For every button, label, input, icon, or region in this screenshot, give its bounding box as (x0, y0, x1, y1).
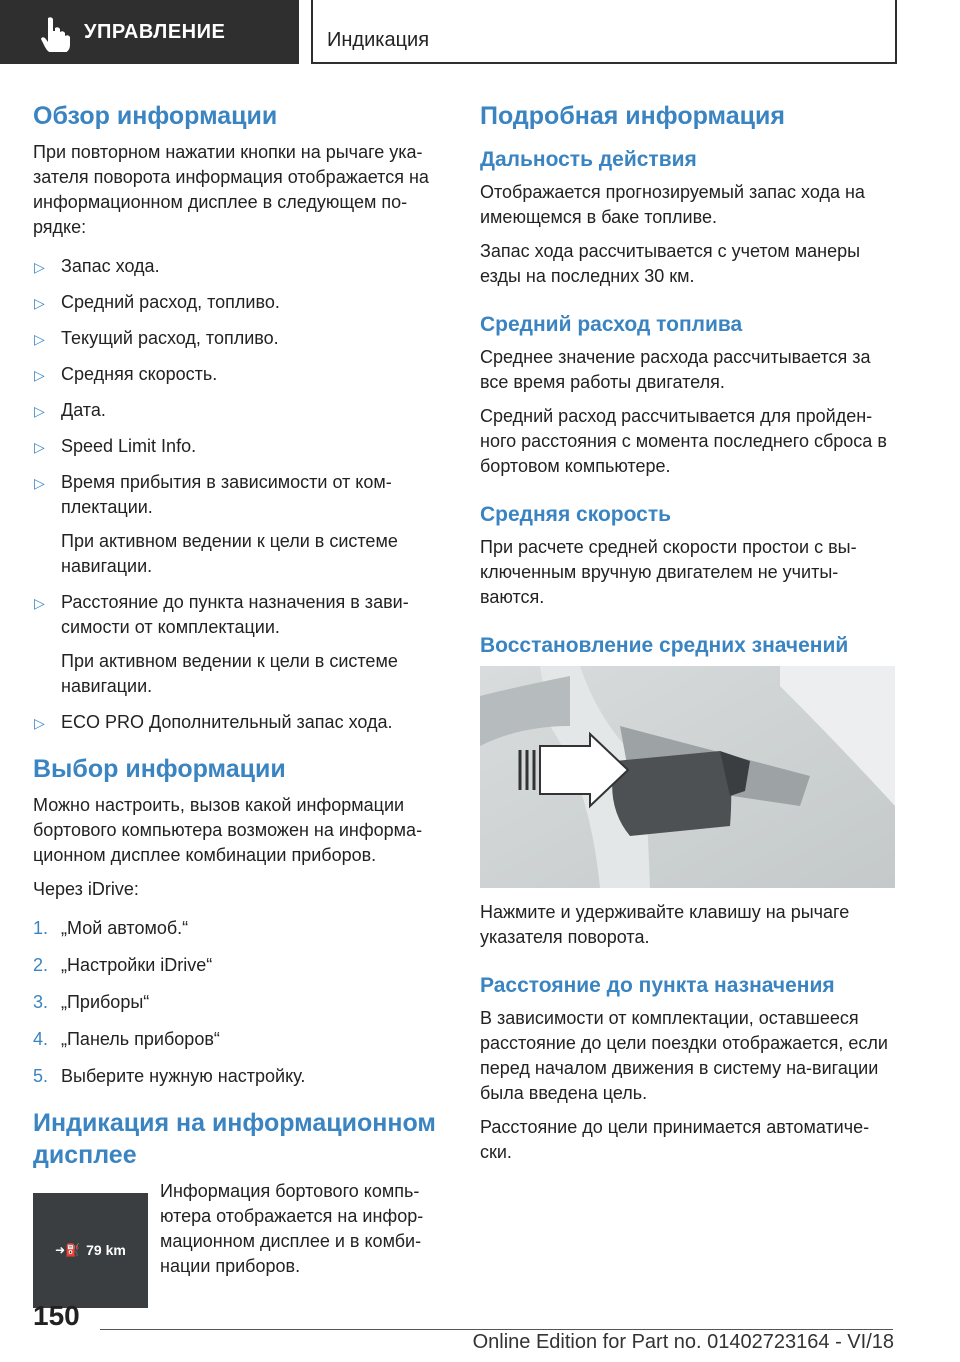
triangle-bullet-icon: ▷ (34, 439, 45, 455)
step-item (33, 916, 448, 941)
list-item-text: Средняя скорость. (61, 364, 218, 384)
list-item-text: Время прибытия в зависимости от ком‐плектации. (61, 472, 392, 517)
reset-p1: Нажмите и удерживайте клавишу на рычаге указателя поворота. (480, 902, 850, 947)
info-display-image (33, 1193, 148, 1308)
left-column (33, 100, 448, 1308)
section-tab (0, 0, 299, 64)
chapter-tab (311, 0, 897, 64)
chapter-title: Индикация (327, 29, 430, 51)
list-item (33, 710, 448, 735)
select-text: Можно настроить, вызов какой информации бортового компьютера возможен на информа‐ционном дисплее комбинации приборов. (33, 795, 423, 865)
consumption-p1: Среднее значение расхода рассчитывается за все время работы двигателя. (480, 347, 871, 392)
list-item (33, 398, 448, 423)
list-item-text: Расстояние до пункта назначения в зави‐симости от комплектации. (61, 592, 409, 637)
list-item (33, 434, 448, 459)
step-item (33, 990, 448, 1015)
list-item-note: При активном ведении к цели в системе навигации. (61, 531, 398, 576)
triangle-bullet-icon: ▷ (34, 295, 45, 311)
distance-p1: В зависимости от комплектации, оставшееся расстояние до цели поездки отображается, если перед началом движения в систему на‐вигации была введена цель. (480, 1008, 888, 1103)
distance-heading: Расстояние до пункта назначения (480, 974, 835, 997)
step-item (33, 953, 448, 978)
triangle-bullet-icon: ▷ (34, 595, 45, 611)
triangle-bullet-icon: ▷ (34, 715, 45, 731)
edition-text: Online Edition for Part no. 01402723164 - VI/18 (472, 1331, 894, 1353)
list-item-note: При активном ведении к цели в системе навигации. (61, 651, 398, 696)
distance-p2: Расстояние до цели принимается автоматиче‐ски. (480, 1117, 870, 1162)
step-text: „Панель приборов“ (61, 1029, 220, 1049)
list-item-text: Speed Limit Info. (61, 436, 197, 456)
display-heading: Индикация на информационном дисплее (33, 1109, 436, 1169)
step-item (33, 1027, 448, 1052)
step-text: „Мой автомоб.“ (61, 918, 189, 938)
overview-intro: При повторном нажатии кнопки на рычаге ука‐зателя поворота информация отображается на информационном дисплее в следующем по‐рядке: (33, 142, 429, 237)
speed-heading: Средняя скорость (480, 503, 672, 526)
triangle-bullet-icon: ▷ (34, 367, 45, 383)
right-column (480, 100, 895, 1174)
list-item (33, 290, 448, 315)
step-number: 5. (33, 1066, 49, 1086)
range-p1: Отображается прогнозируемый запас хода на имеющемся в баке топливе. (480, 182, 865, 227)
list-item-text: Запас хода. (61, 256, 160, 276)
display-description: Информация бортового компь‐ютера отображается на инфор‐мационном дисплее и в комби‐нации приборов. (160, 1181, 424, 1276)
select-heading: Выбор информации (33, 755, 286, 783)
display-value: 79 km (86, 1242, 126, 1258)
range-heading: Дальность действия (480, 148, 697, 171)
list-item (33, 254, 448, 279)
list-item (33, 590, 448, 699)
reset-heading: Восстановление средних значений (480, 634, 849, 657)
detail-heading: Подробная информация (480, 102, 785, 130)
list-item-text: Дата. (61, 400, 106, 420)
list-item-text: Средний расход, топливо. (61, 292, 280, 312)
step-text: Выберите нужную настройку. (61, 1066, 306, 1086)
turn-signal-lever-image (480, 666, 895, 888)
step-number: 4. (33, 1029, 49, 1049)
info-list (33, 254, 448, 735)
triangle-bullet-icon: ▷ (34, 475, 45, 491)
step-text: „Приборы“ (61, 992, 150, 1012)
step-number: 3. (33, 992, 49, 1012)
range-p2: Запас хода рассчитывается с учетом манеры езды на последних 30 км. (480, 241, 861, 286)
consumption-p2: Средний расход рассчитывается для пройден‐ного расстояния с момента последнего сброса в бортовом компьютере. (480, 406, 887, 476)
speed-p1: При расчете средней скорости простои с вы‐ключенным вручную двигателем не учиты‐ваются. (480, 537, 857, 607)
list-item (33, 470, 448, 579)
list-item-text: ECO PRO Дополнительный запас хода. (61, 712, 393, 732)
steps-list (33, 916, 448, 1089)
step-item (33, 1064, 448, 1089)
footer-divider (100, 1329, 893, 1330)
via-idrive: Через iDrive: (33, 879, 139, 899)
page-number: 150 (33, 1300, 80, 1331)
hand-icon (34, 12, 74, 52)
triangle-bullet-icon: ▷ (34, 331, 45, 347)
triangle-bullet-icon: ▷ (34, 259, 45, 275)
step-number: 2. (33, 955, 49, 975)
step-text: „Настройки iDrive“ (61, 955, 213, 975)
fuel-range-icon: ➜⛽ (55, 1243, 81, 1257)
consumption-heading: Средний расход топлива (480, 313, 743, 336)
list-item (33, 362, 448, 387)
step-number: 1. (33, 918, 49, 938)
display-figure (33, 1179, 448, 1308)
triangle-bullet-icon: ▷ (34, 403, 45, 419)
section-title: УПРАВЛЕНИЕ (84, 20, 226, 43)
list-item-text: Текущий расход, топливо. (61, 328, 279, 348)
overview-heading: Обзор информации (33, 102, 278, 130)
list-item (33, 326, 448, 351)
